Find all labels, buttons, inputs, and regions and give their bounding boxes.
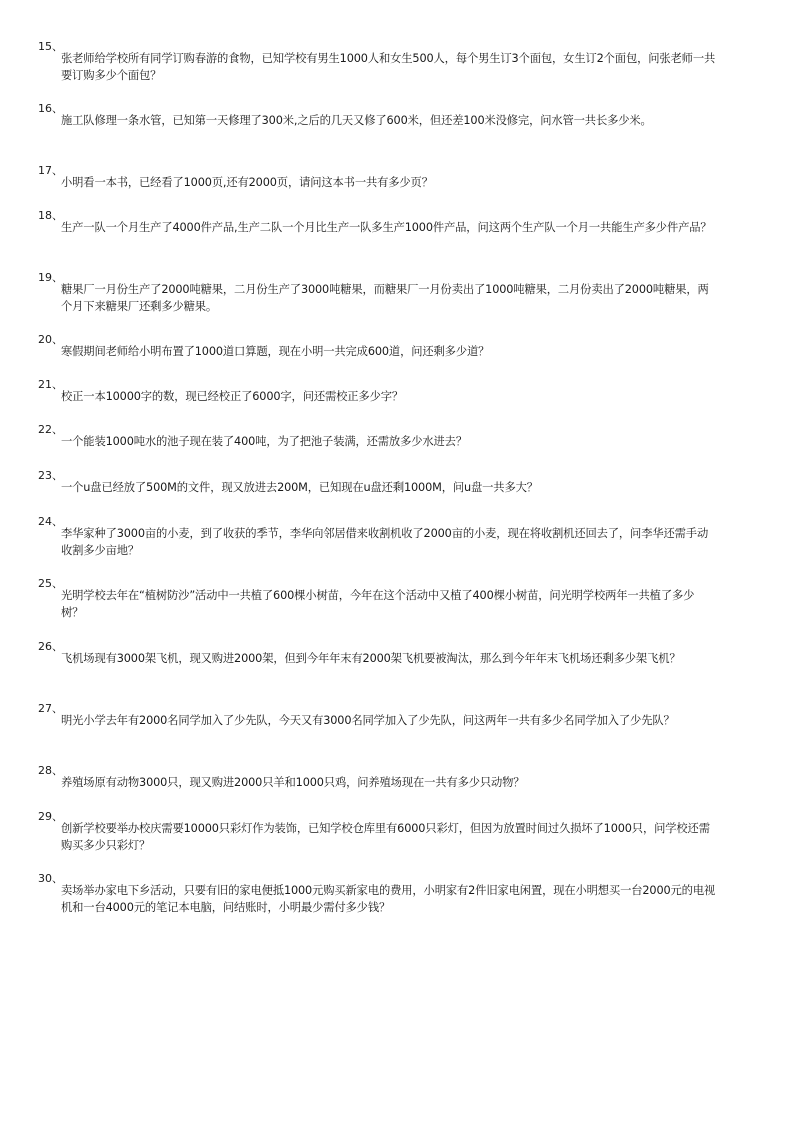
problem-text: 糖果厂一月份生产了2000吨糖果，二月份生产了3000吨糖果，而糖果厂一月份卖出了1000吨糖果，二月份卖出了2000吨糖果，两个月下来糖果厂还剩多少糖果。 — [61, 283, 709, 313]
problem-number: 20、 — [38, 333, 63, 346]
problem-text: 张老师给学校所有同学订购春游的食物，已知学校有男生1000人和女生500人，每个男生订3个面包，女生订2个面包，问张老师一共要订购多少个面包？ — [61, 52, 716, 82]
problem-number: 24、 — [38, 515, 63, 528]
problem-text: 明光小学去年有2000名同学加入了少先队，今天又有3000名同学加入了少先队，问这两年一共有多少名同学加入了少先队？ — [61, 714, 675, 727]
problem-text: 养殖场原有动物3000只，现又购进2000只羊和1000只鸡，问养殖场现在一共有多少只动物？ — [61, 776, 525, 789]
problem-number: 17、 — [38, 164, 63, 177]
problem-number: 16、 — [38, 102, 63, 115]
problem-text: 创新学校要举办校庆需要10000只彩灯作为装饰，已知学校仓库里有6000只彩灯，但因为放置时间过久损坏了1000只，问学校还需购买多少只彩灯？ — [61, 822, 710, 852]
problem-number: 23、 — [38, 469, 63, 482]
problem-text: 卖场举办家电下乡活动，只要有旧的家电便抵1000元购买新家电的费用，小明家有2件旧家电闲置，现在小明想买一台2000元的电视机和一台4000元的笔记本电脑，问结账时，小明最少需付多少钱？ — [61, 884, 716, 914]
problem-number: 25、 — [38, 577, 63, 590]
problem-number: 28、 — [38, 764, 63, 777]
problem-text: 李华家种了3000亩的小麦，到了收获的季节，李华向邻居借来收割机收了2000亩的小麦，现在将收割机还回去了，问李华还需手动收割多少亩地？ — [61, 527, 709, 557]
problem-number: 18、 — [38, 209, 63, 222]
problem-text: 小明看一本书，已经看了1000页,还有2000页，请问这本书一共有多少页？ — [61, 176, 433, 189]
problem-number: 21、 — [38, 378, 63, 391]
problem-text: 施工队修理一条水管，已知第一天修理了300米,之后的几天又修了600米，但还差100米没修完，问水管一共长多少米。 — [61, 114, 652, 127]
problem-text: 生产一队一个月生产了4000件产品,生产二队一个月比生产一队多生产1000件产品，问这两个生产队一个月一共能生产多少件产品？ — [61, 221, 712, 234]
problem-number: 26、 — [38, 640, 63, 653]
problem-number: 27、 — [38, 702, 63, 715]
problem-text: 一个u盘已经放了500M的文件，现又放进去200M，已知现在u盘还剩1000M，问u盘一共多大？ — [61, 481, 538, 494]
problem-text: 光明学校去年在“植树防沙”活动中一共植了600棵小树苗，今年在这个活动中又植了400棵小树苗，问光明学校两年一共植了多少树？ — [61, 589, 695, 619]
problem-number: 30、 — [38, 872, 63, 885]
problem-number: 22、 — [38, 423, 63, 436]
problem-text: 一个能装1000吨水的池子现在装了400吨，为了把池子装满，还需放多少水进去？ — [61, 435, 467, 448]
problem-number: 29、 — [38, 810, 63, 823]
problem-number: 15、 — [38, 40, 63, 53]
problem-text: 校正一本10000字的数，现已经校正了6000字，问还需校正多少字？ — [61, 390, 404, 403]
problem-text: 飞机场现有3000架飞机，现又购进2000架，但到今年年末有2000架飞机要被淘汰，那么到今年年末飞机场还剩多少架飞机？ — [61, 652, 681, 665]
problem-text: 寒假期间老师给小明布置了1000道口算题，现在小明一共完成600道，问还剩多少道？ — [61, 345, 490, 358]
problem-number: 19、 — [38, 271, 63, 284]
